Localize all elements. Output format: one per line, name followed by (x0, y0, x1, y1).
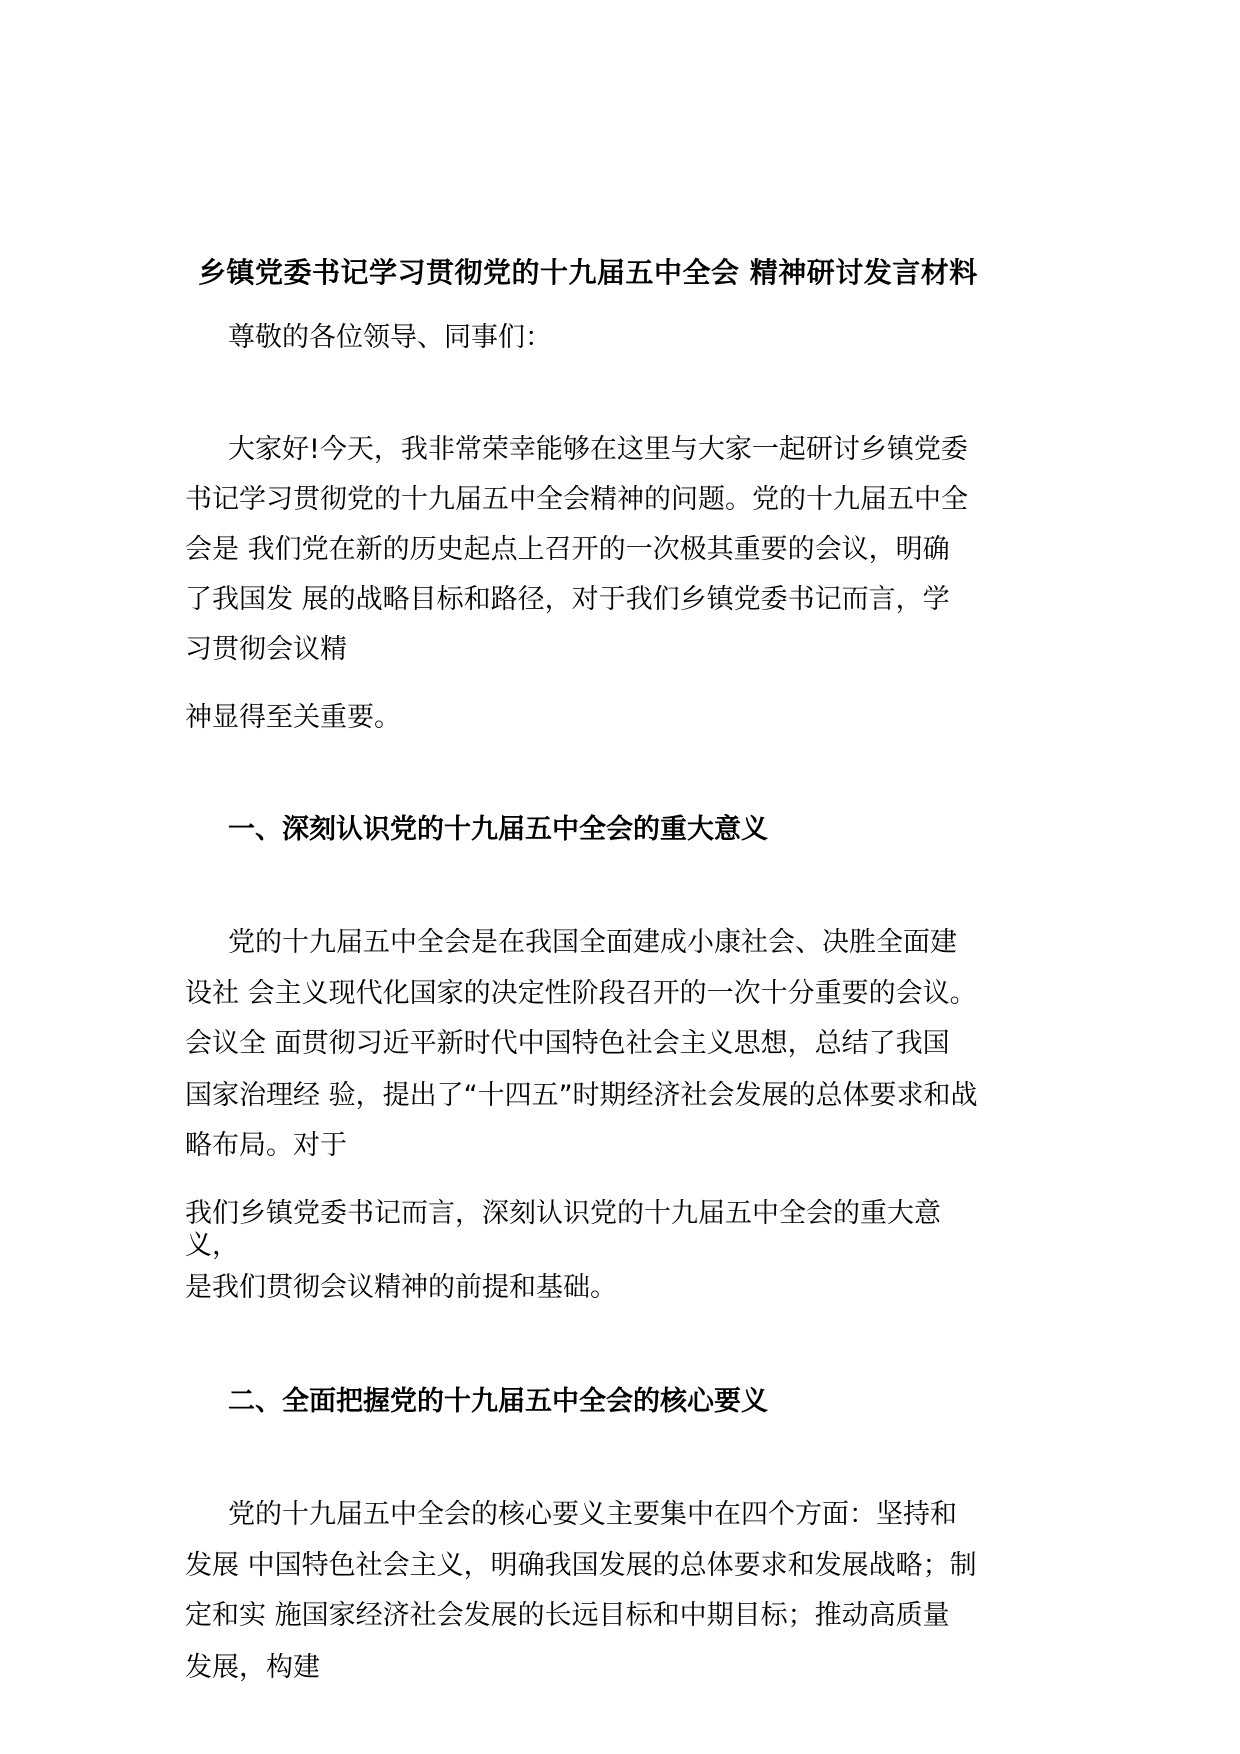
paragraph-line: 定和实 施国家经济社会发展的长远目标和中期目标；推动高质量 (185, 1600, 950, 1631)
paragraph-line: 国家治理经 验，提出了“十四五”时期经济社会发展的总体要求和战 (185, 1080, 978, 1111)
paragraph-line: 党的十九届五中全会是在我国全面建成小康社会、决胜全面建 (228, 927, 957, 958)
document-title: 乡镇党委书记学习贯彻党的十九届五中全会 精神研讨发言材料 (198, 256, 978, 289)
paragraph-line: 设社 会主义现代化国家的决定性阶段召开的一次十分重要的会议。 (185, 978, 977, 1009)
paragraph-line: 会是 我们党在新的历史起点上召开的一次极其重要的会议，明确 (185, 534, 950, 565)
paragraph-line: 党的十九届五中全会的核心要义主要集中在四个方面：坚持和 (228, 1499, 957, 1530)
paragraph-line: 了我国发 展的战略目标和路径，对于我们乡镇党委书记而言，学 (185, 584, 950, 615)
salutation: 尊敬的各位领导、同事们： (228, 322, 552, 353)
paragraph-line: 略布局。对于 (185, 1130, 347, 1161)
section-heading-2: 二、全面把握党的十九届五中全会的核心要义 (228, 1386, 768, 1417)
paragraph-line: 我们乡镇党委书记而言，深刻认识党的十九届五中全会的重大意 (185, 1198, 941, 1229)
paragraph-line: 书记学习贯彻党的十九届五中全会精神的问题。党的十九届五中全 (185, 484, 968, 515)
paragraph-line: 神显得至关重要。 (185, 702, 401, 733)
paragraph-line: 发展 中国特色社会主义，明确我国发展的总体要求和发展战略；制 (185, 1550, 977, 1581)
paragraph-line: 义， (185, 1230, 239, 1261)
paragraph-line: 是我们贯彻会议精神的前提和基础。 (185, 1272, 617, 1303)
paragraph-line: 会议全 面贯彻习近平新时代中国特色社会主义思想，总结了我国 (185, 1028, 950, 1059)
paragraph-line: 发展，构建 (185, 1652, 320, 1683)
paragraph-line: 大家好!今天，我非常荣幸能够在这里与大家一起研讨乡镇党委 (228, 434, 968, 465)
section-heading-1: 一、深刻认识党的十九届五中全会的重大意义 (228, 814, 768, 845)
paragraph-line: 习贯彻会议精 (185, 634, 347, 665)
